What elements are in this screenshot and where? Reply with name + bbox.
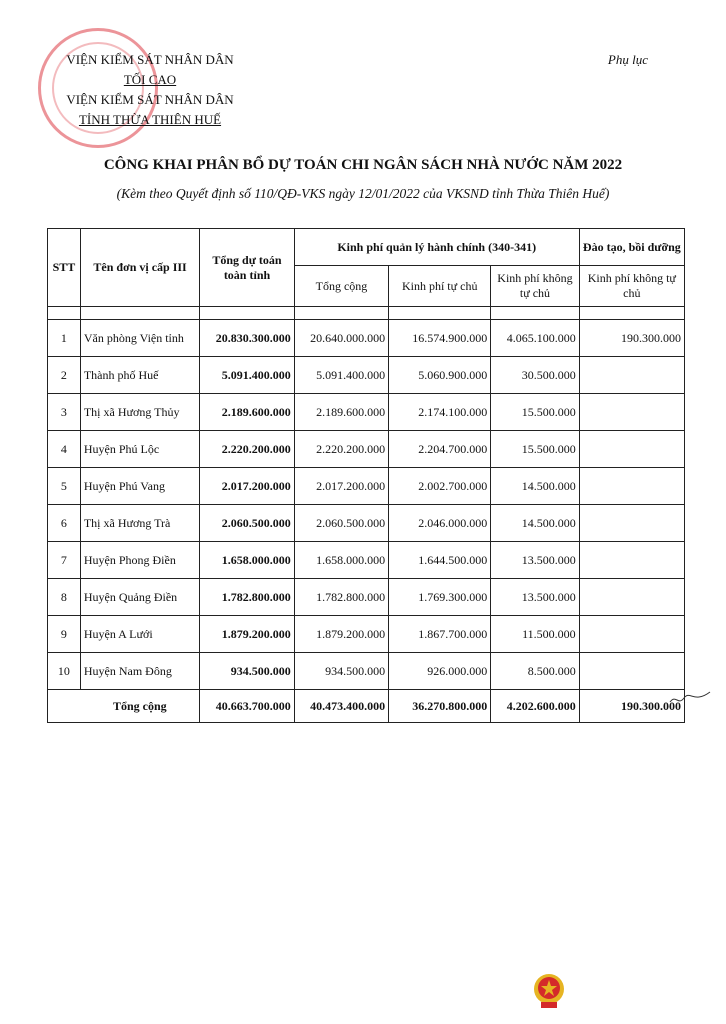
cell-total: 5.091.400.000 — [200, 357, 294, 394]
header-admin-total: Tổng cộng — [294, 266, 388, 307]
cell-training — [579, 431, 684, 468]
cell-unit: Thị xã Hương Trà — [80, 505, 199, 542]
cell-training — [579, 653, 684, 690]
table-row — [48, 431, 685, 468]
cell-admin-total: 1.782.800.000 — [294, 579, 388, 616]
cell-non-autonomous: 15.500.000 — [491, 431, 579, 468]
agency-line-2: TỐI CAO — [123, 72, 177, 87]
cell-stt: 5 — [48, 468, 81, 505]
header-admin-group: Kinh phí quản lý hành chính (340-341) — [294, 229, 579, 266]
cell-admin-total: 2.017.200.000 — [294, 468, 388, 505]
cell-unit: Huyện Phong Điền — [80, 542, 199, 579]
cell-admin-total: 2.060.500.000 — [294, 505, 388, 542]
cell-non-autonomous: 15.500.000 — [491, 394, 579, 431]
document-title: CÔNG KHAI PHÂN BỔ DỰ TOÁN CHI NGÂN SÁCH NHÀ NƯỚC NĂM 2022 — [103, 157, 623, 173]
cell-admin-total: 5.091.400.000 — [294, 357, 388, 394]
table-row — [48, 616, 685, 653]
cell-unit: Văn phòng Viện tỉnh — [80, 320, 199, 357]
cell-stt: 4 — [48, 431, 81, 468]
cell-training — [579, 616, 684, 653]
cell-autonomous: 16.574.900.000 — [389, 320, 491, 357]
cell-training — [579, 505, 684, 542]
cell-stt: 9 — [48, 616, 81, 653]
cell-unit: Huyện Phú Vang — [80, 468, 199, 505]
cell-non-autonomous: 11.500.000 — [491, 616, 579, 653]
table-row — [48, 653, 685, 690]
cell-total-label: Tổng cộng — [80, 690, 199, 723]
cell-autonomous: 1.644.500.000 — [389, 542, 491, 579]
cell-non-autonomous: 30.500.000 — [491, 357, 579, 394]
cell-autonomous: 5.060.900.000 — [389, 357, 491, 394]
cell-non-autonomous: 8.500.000 — [491, 653, 579, 690]
cell-grand-autonomous: 36.270.800.000 — [389, 690, 491, 723]
cell-autonomous: 1.867.700.000 — [389, 616, 491, 653]
cell-non-autonomous: 13.500.000 — [491, 579, 579, 616]
cell-stt: 10 — [48, 653, 81, 690]
cell-admin-total: 20.640.000.000 — [294, 320, 388, 357]
cell-autonomous: 1.769.300.000 — [389, 579, 491, 616]
cell-stt: 7 — [48, 542, 81, 579]
cell-training — [579, 357, 684, 394]
cell-training: 190.300.000 — [579, 320, 684, 357]
table-row — [48, 468, 685, 505]
cell-non-autonomous: 14.500.000 — [491, 468, 579, 505]
cell-unit: Huyện Quảng Điền — [80, 579, 199, 616]
cell-stt: 3 — [48, 394, 81, 431]
header-training-non-autonomous: Kinh phí không tự chủ — [579, 266, 684, 307]
table-row — [48, 357, 685, 394]
cell-admin-total: 934.500.000 — [294, 653, 388, 690]
cell-training — [579, 468, 684, 505]
cell-grand-total: 40.663.700.000 — [200, 690, 294, 723]
cell-admin-total: 1.879.200.000 — [294, 616, 388, 653]
table-row — [48, 579, 685, 616]
cell-total: 2.017.200.000 — [200, 468, 294, 505]
cell-grand-training: 190.300.000 — [579, 690, 684, 723]
agency-line-1: VIỆN KIỂM SÁT NHÂN DÂN — [66, 52, 234, 67]
national-emblem-icon — [532, 972, 566, 1010]
cell-unit: Thị xã Hương Thủy — [80, 394, 199, 431]
cell-unit: Huyện Phú Lộc — [80, 431, 199, 468]
cell-autonomous: 2.002.700.000 — [389, 468, 491, 505]
budget-table — [47, 228, 685, 723]
cell-total: 1.658.000.000 — [200, 542, 294, 579]
cell-total: 2.189.600.000 — [200, 394, 294, 431]
cell-autonomous: 2.204.700.000 — [389, 431, 491, 468]
appendix-label: Phụ lục — [607, 52, 648, 67]
header-unit: Tên đơn vị cấp III — [80, 229, 199, 307]
cell-non-autonomous: 13.500.000 — [491, 542, 579, 579]
total-row — [48, 690, 685, 723]
cell-total: 934.500.000 — [200, 653, 294, 690]
cell-stt: 6 — [48, 505, 81, 542]
table-row — [48, 505, 685, 542]
cell-non-autonomous: 14.500.000 — [491, 505, 579, 542]
cell-total: 1.879.200.000 — [200, 616, 294, 653]
document-subtitle: (Kèm theo Quyết định số 110/QĐ-VKS ngày 12/01/2022 của VKSND tỉnh Thừa Thiên Huế) — [116, 186, 610, 201]
cell-unit: Thành phố Huế — [80, 357, 199, 394]
cell-total: 1.782.800.000 — [200, 579, 294, 616]
spacer-row — [48, 307, 685, 320]
cell-training — [579, 394, 684, 431]
cell-admin-total: 1.658.000.000 — [294, 542, 388, 579]
cell-stt: 8 — [48, 579, 81, 616]
cell-unit: Huyện Nam Đông — [80, 653, 199, 690]
cell-training — [579, 542, 684, 579]
header-admin-autonomous: Kinh phí tự chủ — [389, 266, 491, 307]
agency-line-3: VIỆN KIỂM SÁT NHÂN DÂN — [66, 92, 234, 107]
cell-unit: Huyện A Lưới — [80, 616, 199, 653]
cell-autonomous: 926.000.000 — [389, 653, 491, 690]
agency-line-4: TỈNH THỪA THIÊN HUẾ — [78, 112, 222, 127]
header-training-group: Đào tạo, bồi dưỡng — [579, 229, 684, 266]
header-total-estimate: Tổng dự toán toàn tỉnh — [200, 229, 294, 307]
cell-stt: 1 — [48, 320, 81, 357]
cell-grand-admin-total: 40.473.400.000 — [294, 690, 388, 723]
cell-total: 20.830.300.000 — [200, 320, 294, 357]
cell-training — [579, 579, 684, 616]
cell-total-spacer — [48, 690, 81, 723]
table-row — [48, 394, 685, 431]
cell-non-autonomous: 4.065.100.000 — [491, 320, 579, 357]
header-stt: STT — [48, 229, 81, 307]
cell-stt: 2 — [48, 357, 81, 394]
cell-admin-total: 2.220.200.000 — [294, 431, 388, 468]
cell-total: 2.220.200.000 — [200, 431, 294, 468]
table-row — [48, 320, 685, 357]
agency-header — [40, 50, 260, 130]
cell-total: 2.060.500.000 — [200, 505, 294, 542]
handwritten-initial — [668, 690, 712, 710]
cell-grand-non-autonomous: 4.202.600.000 — [491, 690, 579, 723]
cell-autonomous: 2.046.000.000 — [389, 505, 491, 542]
cell-admin-total: 2.189.600.000 — [294, 394, 388, 431]
table-row — [48, 542, 685, 579]
header-admin-non-autonomous: Kinh phí không tự chủ — [491, 266, 579, 307]
cell-autonomous: 2.174.100.000 — [389, 394, 491, 431]
